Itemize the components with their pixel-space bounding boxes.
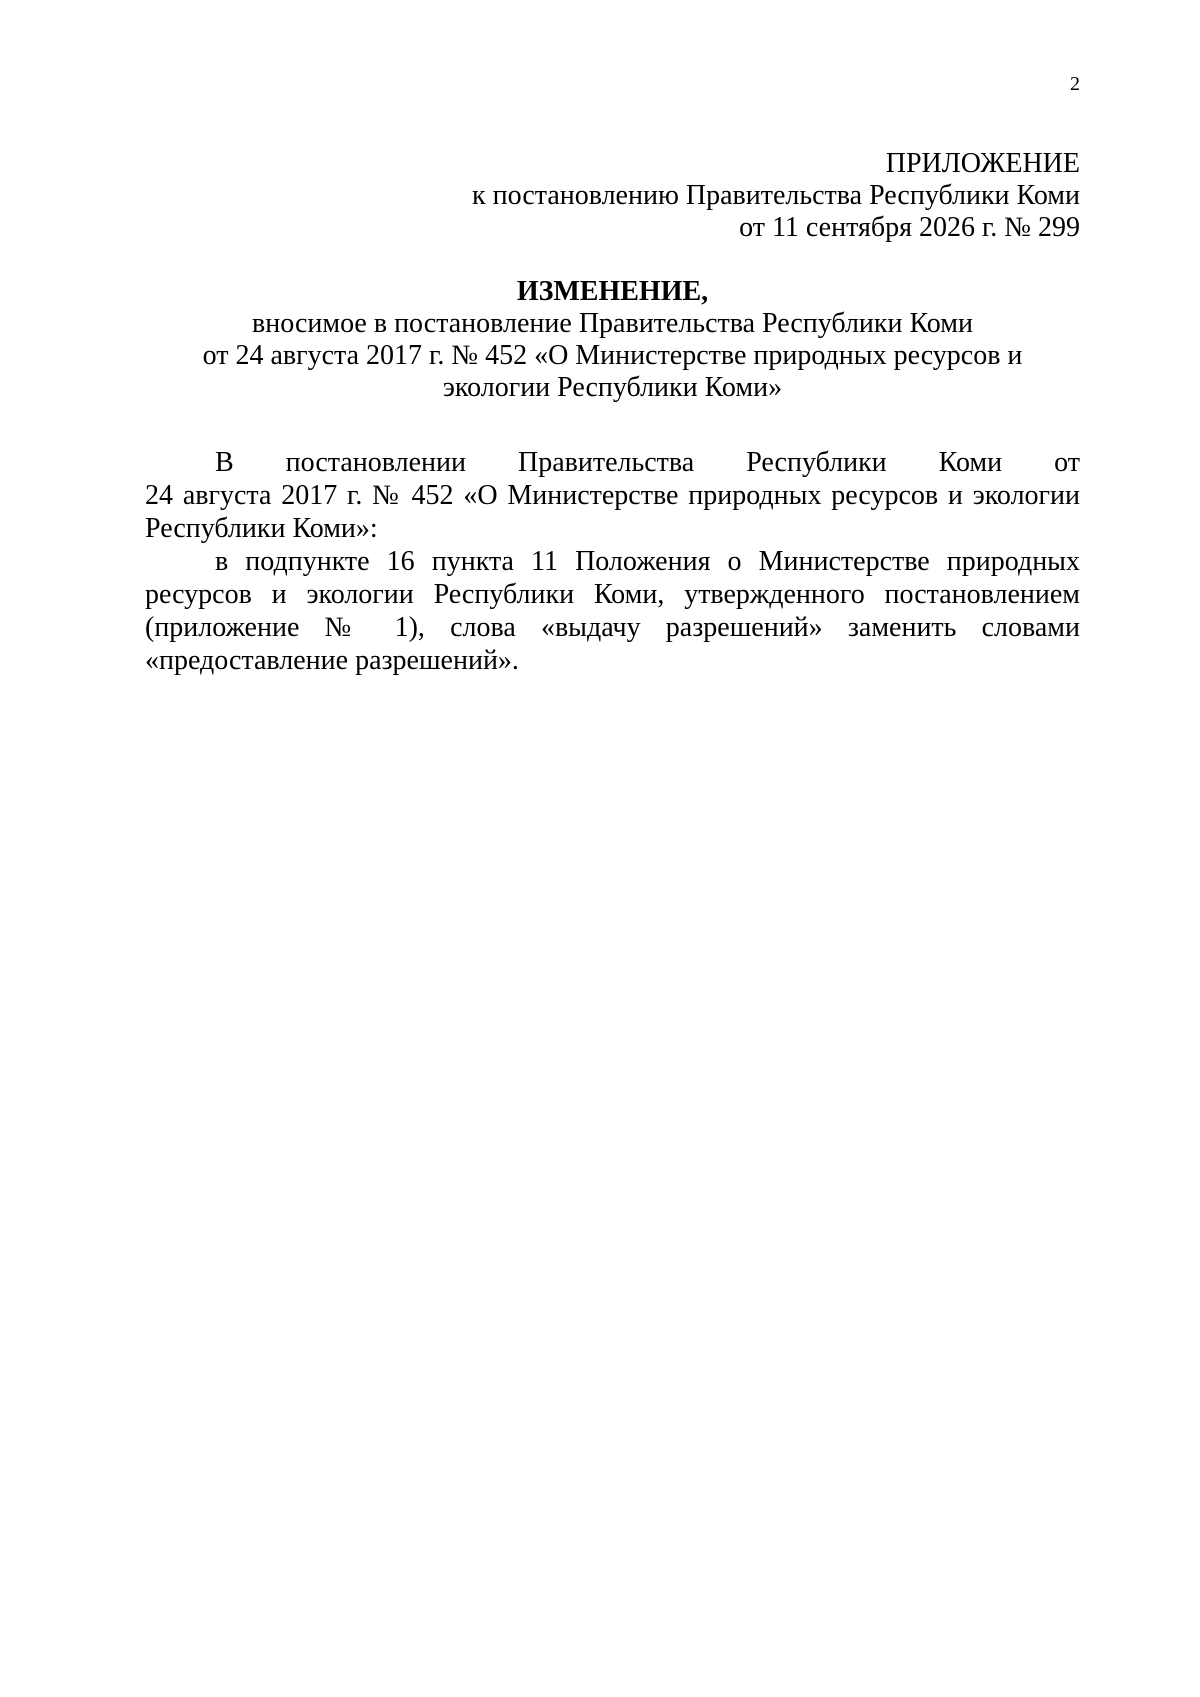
- paragraph-2-line-4: «предоставление разрешений».: [145, 645, 519, 676]
- appendix-reference: к постановлению Правительства Республики Коми: [472, 180, 1080, 211]
- appendix-label: ПРИЛОЖЕНИЕ: [885, 148, 1080, 179]
- paragraph-1-line-3: Республики Коми»:: [145, 513, 378, 544]
- paragraph-2-line-2: ресурсов и экологии Республики Коми, утвержденного постановлением: [145, 579, 1080, 610]
- document-heading: ИЗМЕНЕНИЕ,: [516, 276, 709, 307]
- paragraph-2-line-1: в подпункте 16 пункта 11 Положения о Министерстве природных: [215, 546, 1080, 577]
- appendix-date-number: от 11 сентября 2026 г. № 299: [739, 212, 1080, 243]
- document-body: [145, 446, 1080, 677]
- title-line-1: вносимое в постановление Правительства Республики Коми: [252, 308, 973, 339]
- appendix-header: [472, 148, 1080, 244]
- title-line-2: от 24 августа 2017 г. № 452 «О Министерстве природных ресурсов и: [202, 340, 1023, 371]
- title-line-3: экологии Республики Коми»: [442, 372, 783, 403]
- paragraph-1-line-1: В постановлении Правительства Республики Коми от: [215, 447, 1080, 478]
- document-title-block: [145, 276, 1080, 404]
- paragraph-2-line-3: (приложение № 1), слова «выдачу разрешений» заменить словами: [145, 612, 1080, 643]
- paragraph-1-line-2: 24 августа 2017 г. № 452 «О Министерстве природных ресурсов и экологии: [145, 480, 1080, 511]
- page-number: 2: [1070, 73, 1080, 95]
